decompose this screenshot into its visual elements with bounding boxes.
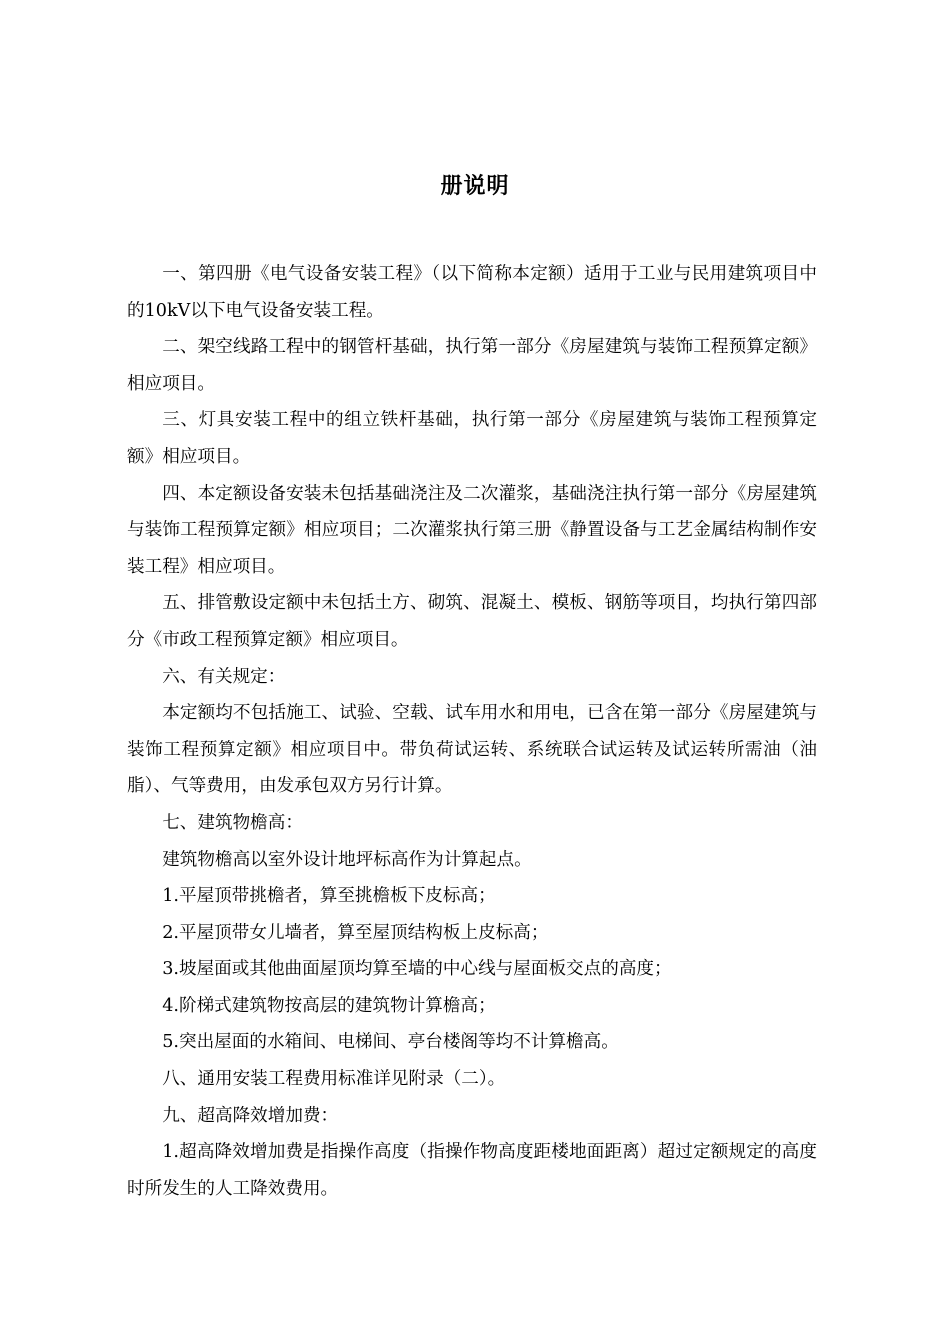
paragraph-4: 四、本定额设备安装未包括基础浇注及二次灌浆，基础浇注执行第一部分《房屋建筑与装饰工程预算定额》相应项目；二次灌浆执行第三册《静置设备与工艺金属结构制作安装工程》相应项目。 bbox=[127, 483, 817, 577]
paragraph-1: 一、第四册《电气设备安装工程》（以下简称本定额）适用于工业与民用建筑项目中的10kV以下电气设备安装工程。 bbox=[127, 264, 817, 321]
list-item-9-1: 1.超高降效增加费是指操作高度（指操作物高度距楼地面距离）超过定额规定的高度时所发生的人工降效费用。 bbox=[127, 1142, 817, 1199]
paragraph-2: 二、架空线路工程中的钢管杆基础，执行第一部分《房屋建筑与装饰工程预算定额》相应项目。 bbox=[127, 337, 817, 394]
list-item-7-5: 5.突出屋面的水箱间、电梯间、亭台楼阁等均不计算檐高。 bbox=[162, 1032, 619, 1053]
paragraph-6-heading: 六、有关规定： bbox=[162, 666, 286, 687]
paragraph-6-body: 本定额均不包括施工、试验、空载、试车用水和用电，已含在第一部分《房屋建筑与装饰工程预算定额》相应项目中。带负荷试运转、系统联合试运转及试运转所需油（油脂）、气等费用，由发承包双方另行计算。 bbox=[127, 703, 817, 797]
paragraph-7-body: 建筑物檐高以室外设计地坪标高作为计算起点。 bbox=[162, 849, 532, 870]
paragraph-9-heading: 九、超高降效增加费： bbox=[162, 1105, 339, 1126]
list-item-7-4: 4.阶梯式建筑物按高层的建筑物计算檐高； bbox=[162, 995, 496, 1016]
page-title: 册说明 bbox=[440, 173, 510, 199]
list-item-7-1: 1.平屋顶带挑檐者，算至挑檐板下皮标高； bbox=[162, 886, 496, 907]
list-item-7-2: 2.平屋顶带女儿墙者，算至屋顶结构板上皮标高； bbox=[162, 922, 549, 943]
document-body bbox=[127, 256, 817, 1207]
list-item-7-3: 3.坡屋面或其他曲面屋顶均算至墙的中心线与屋面板交点的高度； bbox=[162, 959, 672, 980]
paragraph-7-heading: 七、建筑物檐高： bbox=[162, 812, 303, 833]
paragraph-5: 五、排管敷设定额中未包括土方、砌筑、混凝土、模板、钢筋等项目，均执行第四部分《市政工程预算定额》相应项目。 bbox=[127, 593, 817, 650]
paragraph-8: 八、通用安装工程费用标准详见附录（二）。 bbox=[162, 1069, 506, 1090]
paragraph-3: 三、灯具安装工程中的组立铁杆基础，执行第一部分《房屋建筑与装饰工程预算定额》相应项目。 bbox=[127, 410, 817, 467]
